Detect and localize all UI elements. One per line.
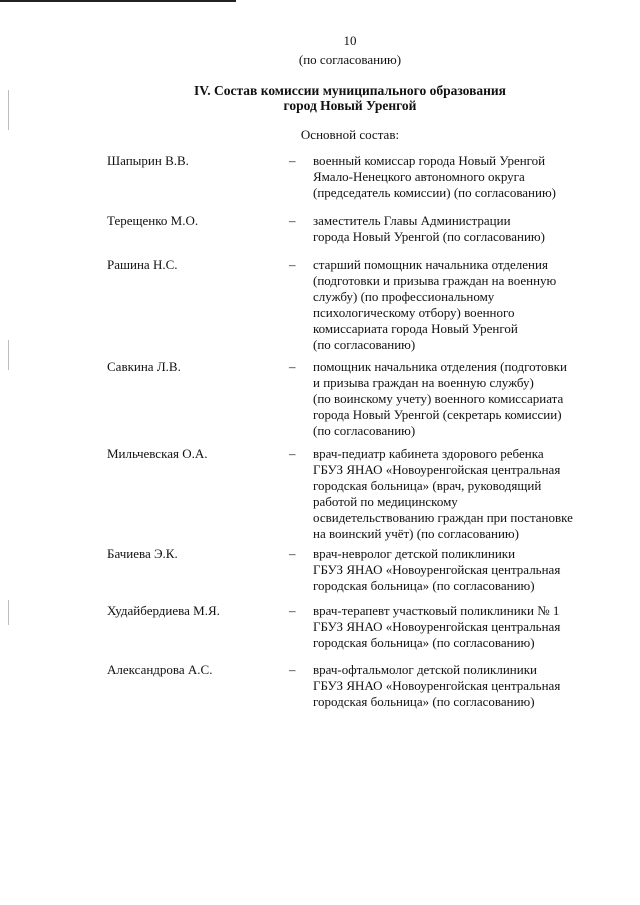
member-dash: – bbox=[289, 153, 296, 168]
top-rule bbox=[0, 0, 236, 2]
member-role: заместитель Главы Администрации города Новый Уренгой (по согласованию) bbox=[313, 213, 545, 244]
member-role: старший помощник начальника отделения (подготовки и призыва граждан на военную службу) (по профессиональному психологическому отбору) военного комиссариата города Новый Уренгой (по согласованию) bbox=[313, 257, 557, 352]
scan-edge-mark bbox=[8, 600, 9, 625]
member-dash: – bbox=[289, 257, 296, 272]
section-subheading: Основной состав: bbox=[300, 127, 400, 142]
member-role: помощник начальника отделения (подготовки и призыва граждан на военную службу) (по воинскому учету) военного комиссариата города Новый Уренгой (секретарь комиссии) (по согласованию) bbox=[313, 359, 567, 438]
member-dash: – bbox=[289, 546, 296, 561]
section-heading-line: город Новый Уренгой bbox=[283, 98, 417, 113]
member-role: врач-терапевт участковый поликлиники № 1 ГБУЗ ЯНАО «Новоуренгойская центральная городская больница» (по согласованию) bbox=[313, 603, 561, 650]
member-dash: – bbox=[289, 662, 296, 677]
member-name: Савкина Л.В. bbox=[107, 359, 181, 374]
page-number: 10 bbox=[343, 33, 357, 48]
member-dash: – bbox=[289, 603, 296, 618]
member-dash: – bbox=[289, 213, 296, 228]
member-role: врач-педиатр кабинета здорового ребенка ГБУЗ ЯНАО «Новоуренгойская центральная городская больница» (врач, руководящий работой по медицинскому освидетельствованию граждан при постановке на воинский учёт) (по согласованию) bbox=[313, 446, 573, 541]
member-name: Бачиева Э.К. bbox=[107, 546, 178, 561]
member-name: Шапырин В.В. bbox=[107, 153, 189, 168]
member-name: Рашина Н.С. bbox=[107, 257, 178, 272]
member-role: военный комиссар города Новый Уренгой Ямало-Ненецкого автономного округа (председатель комиссии) (по согласованию) bbox=[313, 153, 557, 200]
member-role: врач-офтальмолог детской поликлиники ГБУЗ ЯНАО «Новоуренгойская центральная городская больница» (по согласованию) bbox=[313, 662, 561, 709]
member-name: Мильчевская О.А. bbox=[107, 446, 208, 461]
member-name: Александрова А.С. bbox=[107, 662, 213, 677]
member-name: Терещенко М.О. bbox=[107, 213, 199, 228]
member-dash: – bbox=[289, 446, 296, 461]
approval-note: (по согласованию) bbox=[298, 52, 402, 67]
section-heading-line: IV. Состав комиссии муниципального образования bbox=[194, 83, 506, 98]
section-heading bbox=[0, 83, 640, 113]
member-dash: – bbox=[289, 359, 296, 374]
member-role: врач-невролог детской поликлиники ГБУЗ ЯНАО «Новоуренгойская центральная городская больница» (по согласованию) bbox=[313, 546, 561, 593]
member-name: Худайбердиева М.Я. bbox=[107, 603, 220, 618]
scan-edge-mark bbox=[8, 340, 9, 370]
